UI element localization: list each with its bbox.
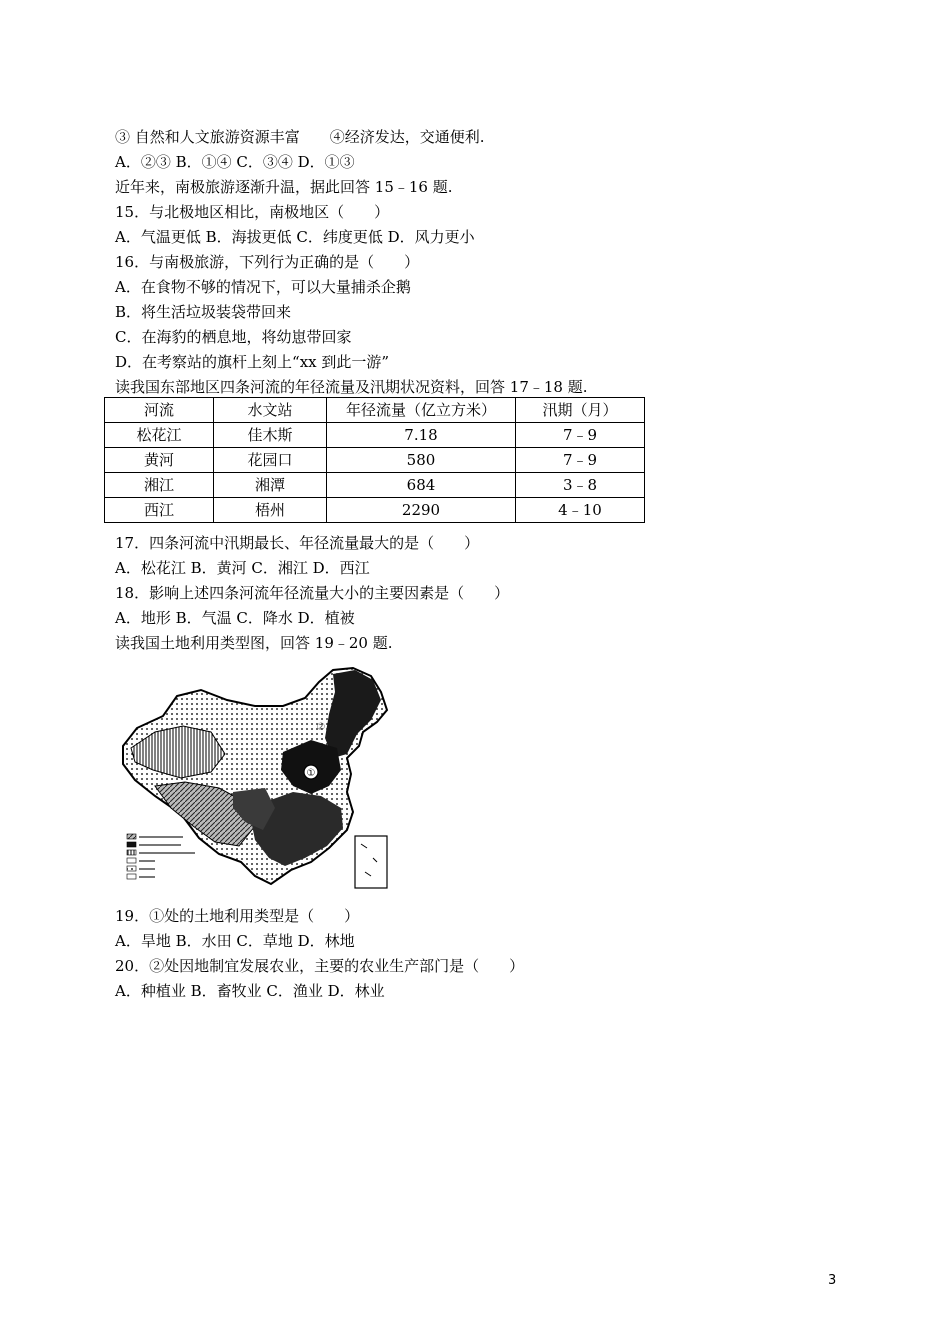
map-legend [127, 834, 195, 879]
intro-19-20: 读我国土地利用类型图，回答 19﹣20 题. [115, 634, 393, 652]
answer-options-20: A．种植业 B．畜牧业 C．渔业 D．林业 [115, 982, 385, 1000]
intro-15-16: 近年来，南极旅游逐渐升温，据此回答 15﹣16 题. [115, 178, 453, 196]
table-cell: 松花江 [105, 423, 214, 448]
table-cell: 580 [327, 448, 516, 473]
table-header: 河流 [105, 398, 214, 423]
table-cell: 花园口 [214, 448, 327, 473]
table-cell: 湘潭 [214, 473, 327, 498]
question-16: 16．与南极旅游，下列行为正确的是（ ） [115, 253, 420, 271]
question-17: 17．四条河流中汛期最长、年径流量最大的是（ ） [115, 534, 480, 552]
question-20: 20．②处因地制宜发展农业，主要的农业生产部门是（ ） [115, 957, 525, 975]
table-header: 汛期（月） [516, 398, 645, 423]
table-row [105, 498, 645, 523]
answer-options-19: A．旱地 B．水田 C．草地 D．林地 [115, 932, 355, 950]
marker-2-label: ② [316, 722, 326, 733]
option-16-a: A．在食物不够的情况下，可以大量捕杀企鹅 [115, 278, 411, 296]
table-row [105, 473, 645, 498]
table-header: 水文站 [214, 398, 327, 423]
table-cell: 3﹣8 [516, 473, 645, 498]
table-cell: 2290 [327, 498, 516, 523]
table-row [105, 448, 645, 473]
table-cell: 黄河 [105, 448, 214, 473]
table-cell: 7.18 [327, 423, 516, 448]
answer-options-15: A．气温更低 B．海拔更低 C．纬度更低 D．风力更小 [115, 228, 475, 246]
option-16-b: B．将生活垃圾装袋带回来 [115, 303, 292, 321]
question-15: 15．与北极地区相比，南极地区（ ） [115, 203, 390, 221]
option-16-d: D．在考察站的旗杆上刻上“xx 到此一游” [115, 353, 390, 371]
page-number: 3 [828, 1273, 837, 1288]
table-cell: 西江 [105, 498, 214, 523]
table-cell: 湘江 [105, 473, 214, 498]
table-header: 年径流量（亿立方米） [327, 398, 516, 423]
option-16-c: C．在海豹的栖息地，将幼崽带回家 [115, 328, 352, 346]
intro-17-18: 读我国东部地区四条河流的年径流量及汛期状况资料，回答 17﹣18 题. [115, 378, 588, 396]
answer-options-17: A．松花江 B．黄河 C．湘江 D．西江 [115, 559, 370, 577]
answer-options-14: A．②③ B．①④ C．③④ D．①③ [115, 153, 355, 171]
option-line-3-4: ③ 自然和人文旅游资源丰富 ④经济发达，交通便利. [115, 128, 485, 146]
south-china-sea-inset [355, 836, 387, 888]
land-use-map [115, 662, 395, 894]
question-18: 18．影响上述四条河流年径流量大小的主要因素是（ ） [115, 584, 510, 602]
table-header-row [105, 398, 645, 423]
table-row [105, 423, 645, 448]
river-table [104, 397, 645, 523]
question-19: 19．①处的土地利用类型是（ ） [115, 907, 360, 925]
table-cell: 7﹣9 [516, 448, 645, 473]
table-cell: 684 [327, 473, 516, 498]
table-cell: 梧州 [214, 498, 327, 523]
table-cell: 4﹣10 [516, 498, 645, 523]
table-cell: 佳木斯 [214, 423, 327, 448]
table-cell: 7﹣9 [516, 423, 645, 448]
marker-1-label: ① [306, 768, 316, 779]
answer-options-18: A．地形 B．气温 C．降水 D．植被 [115, 609, 355, 627]
